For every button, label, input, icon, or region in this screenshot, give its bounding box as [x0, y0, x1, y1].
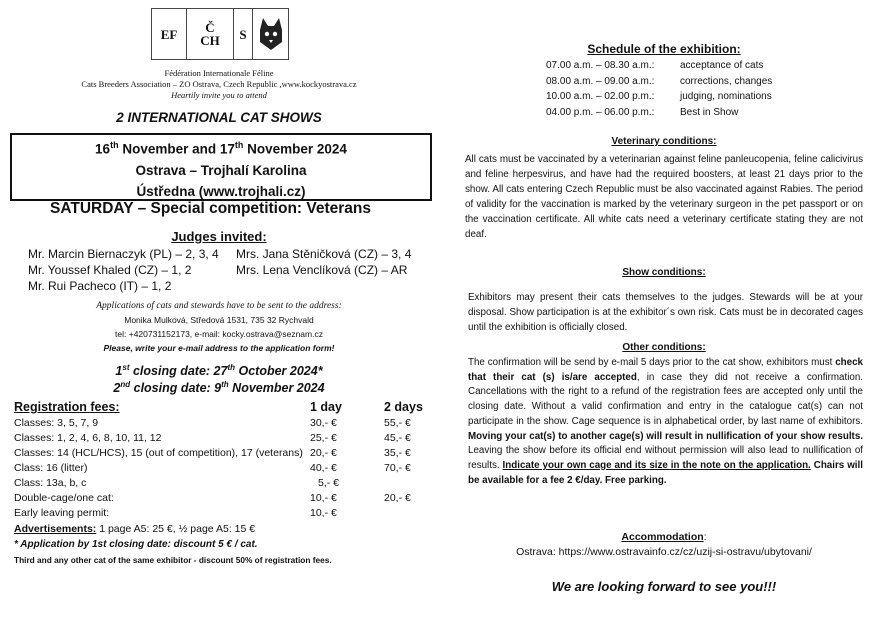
venue: Ostrava – Trojhalí Karolina [135, 162, 307, 178]
judge-3: Mr. Youssef Khaled (CZ) – 1, 2 [28, 263, 192, 277]
logo-s-cell [234, 9, 253, 59]
applications-email-note: Please, write your e-mail address to the application form! [103, 343, 335, 353]
vet-text: All cats must be vaccinated by a veterinarian against feline panleucopenia, feline calicivirus and feline herpesvirus, and have had the required boosters, at least 21 days prior to the show. All cats entering Czech Republic must be also vaccinated against Rabies. The period of validity for the vaccination is marked by the veterinary surgeon in the pet passport or on the vaccination certificate. All white cats need a veterinary certificate stating they are not deaf. [465, 154, 863, 240]
invite-line: Heartily invite you to attend [171, 90, 267, 100]
schedule-heading: Schedule of the exhibition: [587, 42, 741, 56]
schedule-list [546, 58, 772, 120]
closing-date-2: 2nd closing date: 9th November 2024 [113, 380, 325, 396]
discount-note-2: Third and any other cat of the same exhibitor - discount 50% of registration fees. [14, 555, 332, 565]
cat-head-icon [253, 9, 288, 59]
org-address: Cats Breeders Association – ZO Ostrava, Czech Republic ,www.kockyostrava.cz [81, 79, 357, 89]
fees-table [0, 416, 440, 528]
show-dates: 16th November and 17th November 2024 [95, 140, 347, 157]
judge-2: Mrs. Jana Stěničková (CZ) – 3, 4 [236, 247, 412, 261]
applications-contact: tel: +420731152173, e-mail: kocky.ostrava@seznam.cz [115, 329, 323, 339]
fee-row: Early leaving permit: 10,- € [14, 507, 337, 519]
fee-row: Classes: 3, 5, 7, 9 30,- € 55,- € [14, 417, 411, 429]
fee-row: Class: 16 (litter) 40,- € 70,- € [14, 462, 411, 474]
fee-row: Class: 13a, b, c 5,- € [14, 477, 340, 489]
other-text: The confirmation will be send by e-mail 5 days prior to the cat show, exhibitors must check that their cat (s) is/are accepted, in case they did not receive a confirmation. Cancellations with the right to a refund of the registration fees are accepted only until the closing date. Without a valid confirmation and entry in the catalogue cat(s) can not participate in the show. Cage sequence is in alphabetical order, by last name of exhibitors. Moving your cat(s) to another cage(s) will result in nullification of your show results. Leaving the show before its official end without permission will also lead to nullification of results. Indicate your own cage and its size in the note on the application. Chairs will be available for a fee 2 €/day. Free parking. [468, 357, 863, 486]
logo-letters-ch: CH [200, 33, 220, 48]
judge-1: Mr. Marcin Biernaczyk (PL) – 2, 3, 4 [28, 247, 219, 261]
accommodation-heading: Accommodation: [621, 531, 707, 543]
logo-letter-s: S [239, 26, 247, 42]
judge-5: Mr. Rui Pacheco (IT) – 1, 2 [28, 279, 172, 293]
accommodation-link: Ostrava: https://www.ostravainfo.cz/cz/uzij-si-ostravu/ubytovani/ [516, 546, 812, 558]
closing-date-1: 1st closing date: 27th October 2024* [115, 363, 323, 379]
applications-note: Applications of cats and stewards have to be sent to the address: [96, 301, 342, 311]
judges-heading: Judges invited: [171, 229, 267, 244]
fees-col-2days: 2 days [384, 400, 423, 414]
schedule-row: 10.00 a.m. – 02.00 p.m.: judging, nominations [546, 91, 772, 102]
fee-row: Classes: 14 (HCL/HCS), 15 (out of competition), 17 (veterans) 20,- € 35,- € [14, 447, 411, 459]
org-name: Fédération Internationale Féline [164, 68, 274, 78]
schedule-row: 04.00 p.m. – 06.00 p.m.: Best in Show [546, 106, 739, 118]
other-heading: Other conditions: [622, 342, 706, 353]
venue-web: Ústředna (www.trojhali.cz) [136, 183, 306, 199]
dates-box [10, 133, 432, 201]
fee-row: Double-cage/one cat: 10,- € 20,- € [14, 492, 411, 504]
vet-heading: Veterinary conditions: [611, 136, 717, 147]
fee-row: Classes: 1, 2, 4, 6, 8, 10, 11, 12 25,- € 45,- € [14, 432, 411, 444]
show-text: Exhibitors may present their cats themselves to the judges. Stewards will be at your disposal. Show participation is at the exhibitor´s own risk. Cats must be in decorated cages until the exhibition is officially closed. [468, 292, 863, 333]
schedule-row: 07.00 a.m. – 08.30 a.m.: acceptance of cats [546, 60, 764, 71]
discount-note: * Application by 1st closing date: discount 5 € / cat. [14, 539, 258, 550]
logo-cs-cell [187, 9, 234, 59]
logo-letters-ef: EF [160, 26, 178, 42]
saturday-heading: SATURDAY – Special competition: Veterans [50, 200, 372, 217]
show-heading: Show conditions: [622, 267, 706, 278]
fees-col-1day: 1 day [310, 400, 342, 414]
logo-letter-c: Č [205, 20, 215, 35]
logo-ef-cell [152, 9, 187, 59]
fife-logo [151, 8, 289, 60]
closing-message: We are looking forward to see you!!! [551, 579, 777, 594]
fees-heading: Registration fees: [14, 400, 120, 414]
schedule-row: 08.00 a.m. – 09.00 a.m.: corrections, changes [546, 75, 773, 87]
show-title: 2 INTERNATIONAL CAT SHOWS [116, 110, 322, 125]
applications-address: Monika Mulková, Středová 1531, 735 32 Rychvald [124, 315, 314, 325]
advertisements: Advertisements: 1 page A5: 25 €, ½ page A5: 15 € [14, 523, 256, 535]
judge-4: Mrs. Lena Venclíková (CZ) – AR [236, 263, 408, 277]
